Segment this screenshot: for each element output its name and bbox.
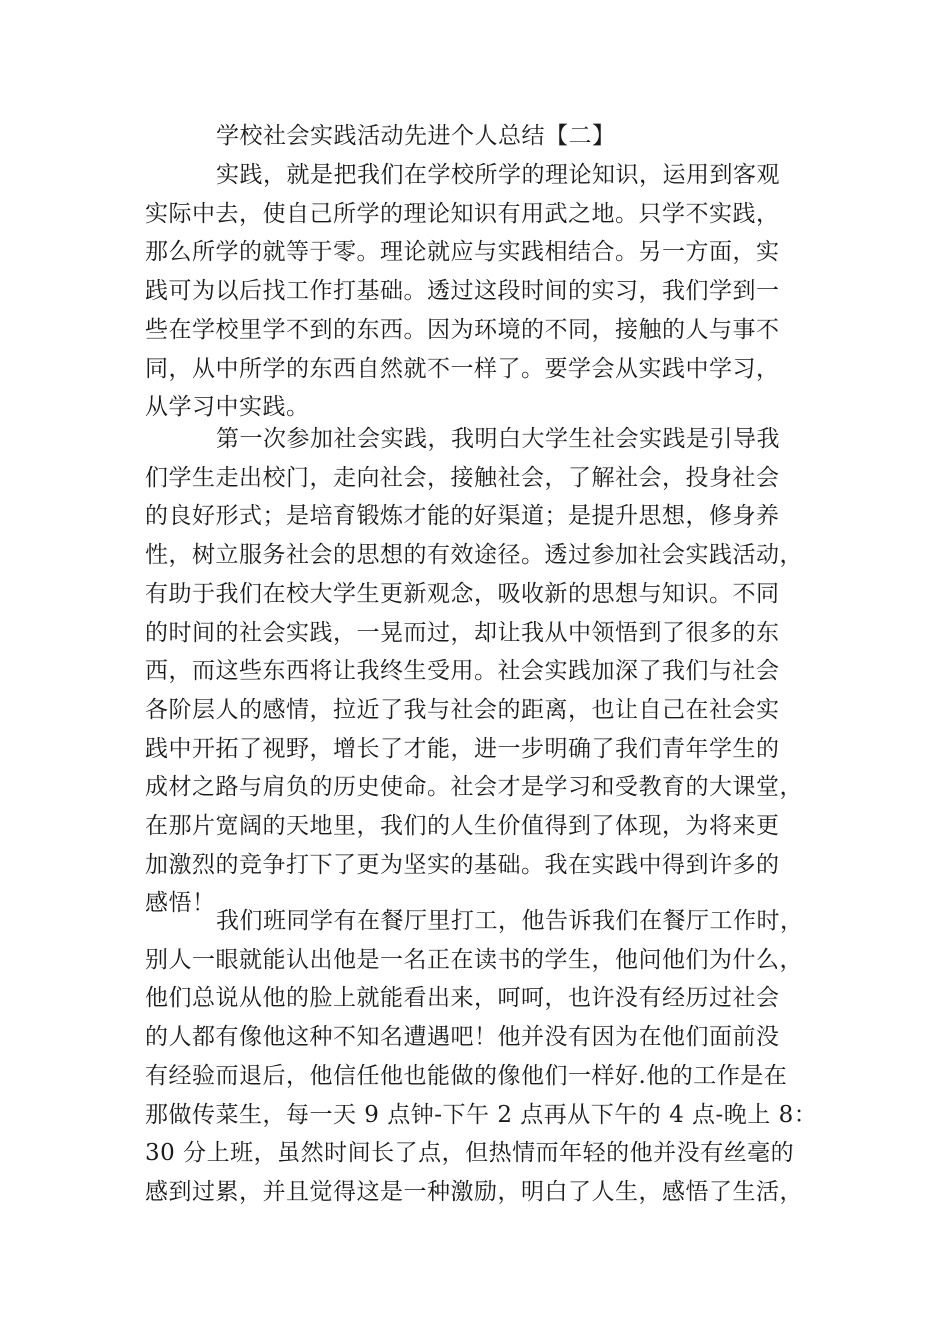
- text-line: 践中开拓了视野，增长了才能，进一步明确了我们青年学生的: [145, 735, 780, 762]
- text-line: 的良好形式；是培育锻炼才能的好渠道；是提升思想，修身养: [145, 503, 780, 530]
- text-line: 各阶层人的感情，拉近了我与社会的距离，也让自己在社会实: [145, 696, 780, 723]
- paragraph-2: [145, 420, 803, 923]
- text-line: 加激烈的竞争打下了更为坚实的基础。我在实践中得到许多的: [145, 851, 780, 878]
- text-line: 的时间的社会实践，一晃而过，却让我从中领悟到了很多的东: [145, 619, 780, 646]
- text-line: 他们总说从他的脸上就能看出来，呵呵，也许没有经历过社会: [145, 985, 780, 1012]
- document-title: 学校社会实践活动先进个人总结【二】: [216, 123, 616, 149]
- text-line: 同，从中所学的东西自然就不一样了。要学会从实践中学习，: [145, 355, 780, 382]
- paragraph-1: [145, 156, 780, 427]
- text-line: 第一次参加社会实践，我明白大学生社会实践是引导我: [216, 426, 780, 452]
- text-line: 在那片宽阔的天地里，我们的人生价值得到了体现，为将来更: [145, 813, 780, 840]
- text-line: 些在学校里学不到的东西。因为环境的不同，接触的人与事不: [145, 316, 780, 343]
- text-line: 感悟！: [145, 890, 216, 917]
- text-line: 别人一眼就能认出他是一名正在读书的学生，他问他们为什么，: [145, 946, 803, 973]
- text-line: 西，而这些东西将让我终生受用。社会实践加深了我们与社会: [145, 658, 780, 685]
- text-line: 感到过累，并且觉得这是一种激励，明白了人生，感悟了生活，: [145, 1178, 803, 1205]
- text-line: 实际中去，使自己所学的理论知识有用武之地。只学不实践，: [145, 200, 780, 227]
- text-line: 们学生走出校门，走向社会，接触社会，了解社会，投身社会: [145, 464, 780, 491]
- text-line: 成材之路与肩负的历史使命。社会才是学习和受教育的大课堂，: [145, 774, 803, 801]
- text-line: 有助于我们在校大学生更新观念，吸收新的思想与知识。不同: [145, 580, 780, 607]
- text-line: 那做传菜生，每一天 9 点钟-下午 2 点再从下午的 4 点-晚上 8：: [145, 1101, 818, 1128]
- paragraph-3: [145, 902, 817, 1212]
- text-line: 践可为以后找工作打基础。透过这段时间的实习，我们学到一: [145, 278, 780, 305]
- text-line: 我们班同学有在餐厅里打工，他告诉我们在餐厅工作时，: [216, 908, 804, 934]
- text-line: 从学习中实践。: [145, 394, 310, 421]
- text-line: 的人都有像他这种不知名遭遇吧！他并没有因为在他们面前没: [145, 1024, 780, 1051]
- text-line: 实践，就是把我们在学校所学的理论知识，运用到客观: [216, 162, 780, 188]
- text-line: 有经验而退后，他信任他也能做的像他们一样好.他的工作是在: [145, 1062, 788, 1089]
- text-line: 30 分上班，虽然时间长了点，但热情而年轻的他并没有丝毫的: [145, 1140, 795, 1167]
- text-line: 性，树立服务社会的思想的有效途径。透过参加社会实践活动，: [145, 542, 803, 569]
- text-line: 那么所学的就等于零。理论就应与实践相结合。另一方面，实: [145, 239, 780, 266]
